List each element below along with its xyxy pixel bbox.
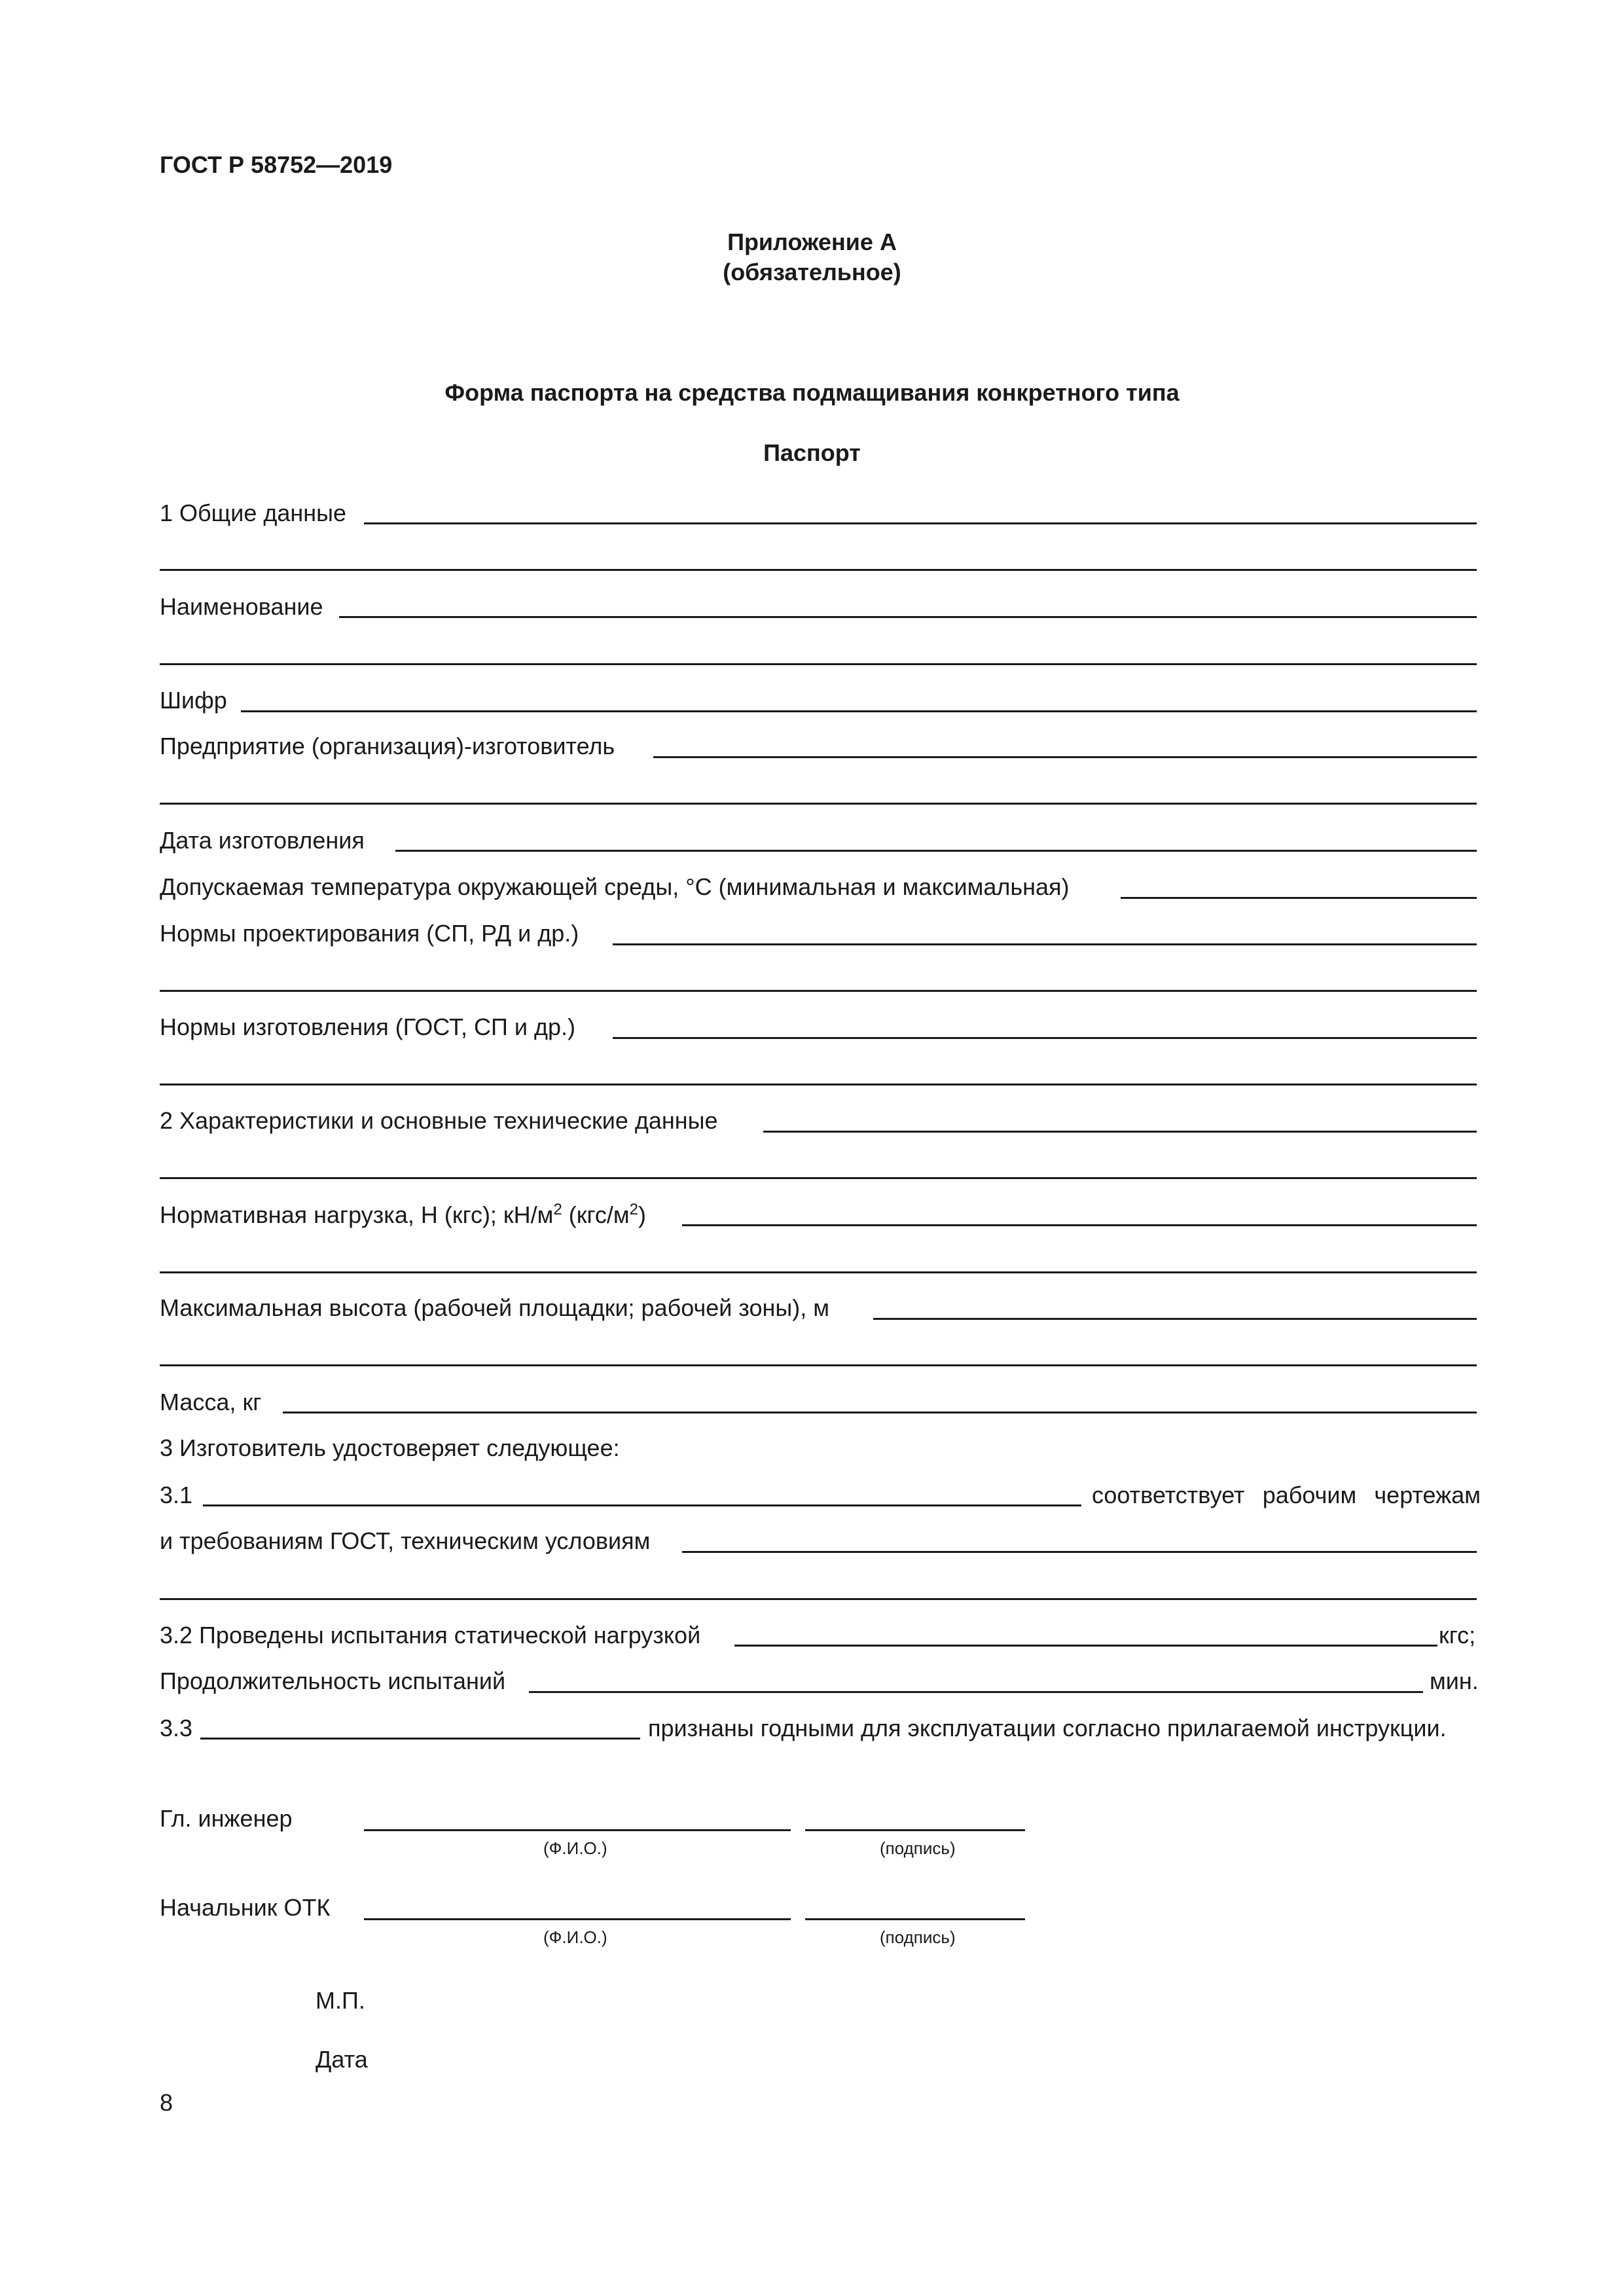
item-3-1-number: 3.1 [160, 1482, 193, 1508]
manufacture-date-label: Дата изготовления [160, 827, 365, 854]
name-line[interactable] [339, 616, 1477, 618]
mass-line[interactable] [283, 1412, 1477, 1413]
characteristics-label: 2 Характеристики и основные технические данные [160, 1107, 718, 1134]
chief-engineer-sign-line[interactable] [805, 1829, 1025, 1831]
production-norms-line[interactable] [613, 1037, 1477, 1039]
qc-head-fio-line[interactable] [364, 1918, 791, 1920]
item-3-2-unit: кгс; [1439, 1622, 1476, 1649]
temperature-label: Допускаемая температура окружающей среды, °С (минимальная и максимальная) [160, 873, 1070, 900]
qc-head-fio-caption: (Ф.И.О.) [543, 1927, 607, 1947]
certifies-label: 3 Изготовитель удостоверяет следующее: [160, 1434, 620, 1461]
duration-label: Продолжительность испытаний [160, 1667, 506, 1694]
item-3-1-continuation: и требованиям ГОСТ, техническим условиям [160, 1527, 651, 1554]
manufacturer-label: Предприятие (организация)-изготовитель [160, 733, 615, 759]
max-height-line-2[interactable] [160, 1364, 1477, 1366]
item-3-3-line[interactable] [200, 1738, 640, 1740]
page-number: 8 [160, 2089, 173, 2116]
qc-head-sign-line[interactable] [805, 1918, 1025, 1920]
code-line[interactable] [241, 710, 1477, 712]
duration-line[interactable] [529, 1691, 1423, 1693]
item-3-1-cont-line-2[interactable] [160, 1598, 1477, 1600]
max-height-label: Максимальная высота (рабочей площадки; рабочей зоны), м [160, 1294, 829, 1321]
chief-engineer-fio-caption: (Ф.И.О.) [543, 1838, 607, 1858]
qc-head-label: Начальник ОТК [160, 1894, 331, 1921]
item-3-3-text: признаны годными для эксплуатации согласно прилагаемой инструкции. [648, 1715, 1447, 1741]
general-data-line[interactable] [364, 522, 1477, 524]
load-label: Нормативная нагрузка, Н (кгс); $кН/м^2$ $(кгс/м^2)$ [160, 1201, 646, 1228]
manufacturer-line[interactable] [653, 756, 1477, 758]
load-line[interactable] [682, 1224, 1477, 1226]
characteristics-line-2[interactable] [160, 1177, 1477, 1179]
mass-label: Масса, кг [160, 1389, 262, 1415]
chief-engineer-fio-line[interactable] [364, 1829, 791, 1831]
design-norms-label: Нормы проектирования (СП, РД и др.) [160, 920, 579, 947]
seal-label: М.П. [316, 1987, 365, 2014]
qc-head-sign-caption: (подпись) [880, 1927, 956, 1947]
date-label: Дата [316, 2046, 368, 2073]
appendix-status: (обязательное) [723, 259, 901, 285]
characteristics-line[interactable] [763, 1131, 1477, 1133]
name-label: Наименование [160, 593, 323, 620]
item-3-1-cont-line[interactable] [682, 1551, 1477, 1553]
item-3-2-label: 3.2 Проведены испытания статической нагрузкой [160, 1622, 701, 1649]
name-line-2[interactable] [160, 663, 1477, 665]
design-norms-line-2[interactable] [160, 990, 1477, 992]
item-3-3-number: 3.3 [160, 1715, 193, 1741]
item-3-2-line[interactable] [734, 1645, 1437, 1647]
document-id: ГОСТ Р 58752—2019 [160, 151, 393, 178]
manufacture-date-line[interactable] [395, 850, 1477, 852]
item-3-1-text: соответствует рабочим чертежам [1092, 1482, 1481, 1508]
production-norms-line-2[interactable] [160, 1084, 1477, 1085]
temperature-line[interactable] [1121, 897, 1477, 899]
appendix-title: Приложение А [727, 228, 897, 255]
general-data-label: 1 Общие данные [160, 500, 347, 526]
manufacturer-line-2[interactable] [160, 803, 1477, 805]
form-title: Форма паспорта на средства подмащивания конкретного типа [444, 379, 1180, 406]
production-norms-label: Нормы изготовления (ГОСТ, СП и др.) [160, 1013, 576, 1040]
duration-unit: мин. [1430, 1667, 1479, 1694]
design-norms-line[interactable] [613, 943, 1477, 945]
passport-title: Паспорт [763, 439, 861, 466]
chief-engineer-sign-caption: (подпись) [880, 1838, 956, 1858]
chief-engineer-label: Гл. инженер [160, 1805, 293, 1832]
item-3-1-line[interactable] [203, 1504, 1081, 1506]
load-line-2[interactable] [160, 1271, 1477, 1273]
code-label: Шифр [160, 687, 227, 714]
max-height-line[interactable] [873, 1318, 1477, 1320]
general-data-line-2[interactable] [160, 569, 1477, 571]
